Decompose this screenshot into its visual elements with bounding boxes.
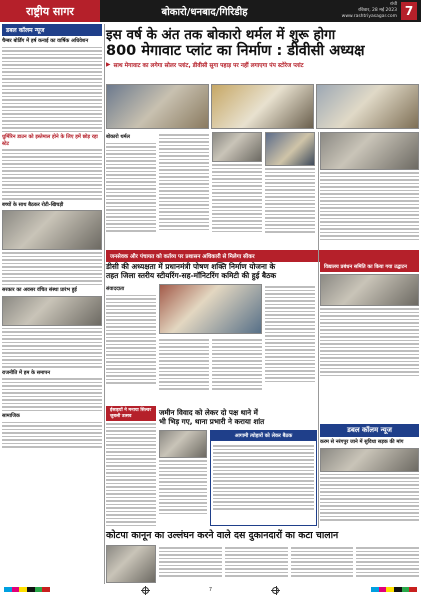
- mid-banner: [106, 250, 419, 262]
- mid-body-col2: [159, 337, 209, 404]
- right-section: [320, 262, 419, 422]
- lead-headline-line1: इस वर्ष के अंत तक बोकारो थर्मल में शुरू होगा: [106, 27, 336, 43]
- city-label: रांची: [389, 2, 397, 7]
- website-label: www.rashtriyasagar.com: [341, 14, 397, 19]
- footer-page-number: 7: [208, 587, 213, 593]
- lead-subheadline: [106, 61, 419, 69]
- lead-photo-row: [106, 84, 419, 129]
- lead-body-col4-lines: [265, 168, 315, 233]
- page-number-badge: 7: [401, 2, 417, 20]
- right-sidebar: [320, 132, 419, 250]
- date-label: रविवार, 28 मई 2023: [358, 8, 397, 13]
- lead-body-col2: [159, 132, 209, 250]
- right-sidebar-lines: [320, 172, 419, 240]
- left-story4-photo: [2, 296, 102, 326]
- mid-headline-line2: तहत जिला स्तरीय स्टीयरिंग-सह-मॉनिटरिंग कमिटी की हुई बैठक: [106, 271, 277, 280]
- masthead-info: [342, 2, 397, 20]
- lower-box: [210, 430, 317, 526]
- lead-body-col2-lines: [159, 134, 209, 230]
- left-story3-headline: बच्चों के साथ बैठकर रोटी-खिचड़ी: [2, 201, 64, 208]
- mid-byline: संवाददाता: [106, 286, 125, 292]
- left-story5-headline: राजनीति में हम के समापन: [2, 369, 50, 376]
- right-double-column-label: डबल कॉलम न्यूज: [320, 424, 419, 437]
- right-section-lines: [320, 308, 419, 376]
- print-color-strip-right: [371, 587, 417, 592]
- left-story2-headline: धुर्मिरिन डाउन को इस्तेमाल होने के लिए हमें छोड़ रहा स्टेट: [2, 134, 98, 147]
- bullet-arrow-icon: ▶: [106, 62, 111, 68]
- lead-headline-line2: 800 मेगावाट प्लांट का निर्माण : डीवीसी अध्यक्ष: [106, 43, 365, 59]
- registration-mark-icon: [272, 587, 279, 594]
- right-story-lines: [320, 474, 419, 521]
- lead-body-col1: [106, 132, 156, 250]
- right-section-photo: [320, 274, 419, 306]
- lead-photo-3: [316, 84, 419, 129]
- mid-headline-line1: डीसी की अध्यक्षता में प्रधानमंत्री पोषण शक्ति निर्माण योजना के: [106, 262, 276, 271]
- lead-story-header: [106, 27, 419, 69]
- left-story6-body: [2, 422, 102, 448]
- left-column: [2, 24, 102, 584]
- lower-headline: [159, 408, 317, 426]
- masthead: [0, 0, 421, 22]
- bottom-body-lines-b: [225, 547, 288, 583]
- left-story6-headline: सामाजिक: [2, 413, 20, 419]
- mid-body-col2-lines: [159, 339, 209, 390]
- lead-body-col3-lines: [212, 164, 262, 232]
- lead-inline-photo: [212, 132, 262, 162]
- bottom-body-lines-d: [356, 547, 419, 583]
- mid-meeting-photo: [159, 284, 262, 334]
- newspaper-name: राष्ट्रीय सागर: [0, 0, 100, 22]
- left-story2-body: [2, 149, 102, 200]
- right-double-column: [320, 424, 419, 544]
- mid-body-col4-lines: [265, 286, 315, 382]
- lead-body-col3: [212, 132, 262, 250]
- registration-mark-icon: [142, 587, 149, 594]
- mid-photo-block: [159, 284, 262, 334]
- mid-body-col4: [265, 284, 315, 404]
- left-story3-body: [2, 252, 102, 285]
- masthead-meta: [309, 0, 421, 22]
- lower-banner: ईसाइयों ने मनाया सिल्वर जुबली उत्सव: [106, 406, 156, 421]
- right-banner: विद्यालय प्रबंधन समिति का किया गया उद्घाटन: [320, 262, 419, 272]
- lead-body-col1-lines: [106, 143, 156, 232]
- lower-headline-line2: भी भिड़ गए, थाना प्रभारी ने कराया शांत: [159, 417, 265, 426]
- bottom-story-headline: कोटपा कानून का उल्लंघन करने वाले दस दुकानदारों का कटा चालान: [106, 530, 339, 541]
- lower-photo: [159, 430, 207, 458]
- right-sidebar-photo: [320, 132, 419, 170]
- lead-byline: बोकारो थर्मल: [106, 134, 130, 140]
- page-footer: [0, 585, 421, 595]
- mid-body-col1-lines: [106, 295, 156, 384]
- mid-headline: [106, 262, 316, 280]
- mid-body-col3-lines: [212, 339, 262, 390]
- bottom-story: [106, 530, 419, 541]
- lower-mid-col: [159, 430, 207, 526]
- lower-mid-lines: [159, 460, 207, 514]
- bottom-story-photo: [106, 545, 156, 583]
- lower-box-title: आगामी त्योहारों को लेकर बैठक: [211, 431, 316, 441]
- lead-photo-2: [211, 84, 314, 129]
- left-story4-headline: सरकार का अवसर वंचित संस्था प्रारंभ हुई: [2, 287, 77, 293]
- section-title: बोकारो/धनबाद/गिरिडीह: [100, 0, 309, 22]
- lower-headline-line1: जमीन विवाद को लेकर दो पक्ष थाने में: [159, 408, 258, 417]
- lead-body-col4: [265, 132, 315, 250]
- lower-left-story: [106, 406, 156, 526]
- mid-body-col1: [106, 284, 156, 404]
- left-story5-body: [2, 378, 102, 411]
- left-story3-photo: [2, 210, 102, 250]
- left-story4-body: [2, 328, 102, 368]
- column-rule: [104, 24, 105, 584]
- left-section-label: डबल कॉलम न्यूज: [2, 24, 102, 36]
- left-story1-body: [2, 47, 102, 133]
- bottom-body-lines-c: [291, 547, 354, 583]
- mid-banner-text: जनसेवक और पंचायत को कर्तव्य पर प्रशासन अधिकारी से मिलेगा सीकर: [106, 250, 419, 262]
- left-story1-headline: चैम्बर बोर्डिंग में हर्ष कनाई का वार्षिक अधिवेशन: [2, 38, 89, 44]
- right-story-photo: [320, 448, 419, 472]
- bottom-story-body: [106, 545, 419, 583]
- lead-subheadline-text: साथ मेगावाट का लगेगा सोलर प्लांट, डीवीसी सुगा पहाड़ पर नहीं लगाएगा पंप स्टोरेज प्लांट: [113, 63, 304, 69]
- lower-left-lines: [106, 423, 156, 526]
- bottom-body-lines-a: [159, 547, 222, 583]
- column-rule: [318, 132, 319, 528]
- mid-body-col3: [212, 337, 262, 404]
- lower-box-lines: [211, 443, 316, 514]
- lead-photo-group: [265, 132, 315, 166]
- lead-photo-1: [106, 84, 209, 129]
- right-story-headline: करम से नरंगपुर जाने में सुविधा सड़क की मांग: [320, 439, 404, 445]
